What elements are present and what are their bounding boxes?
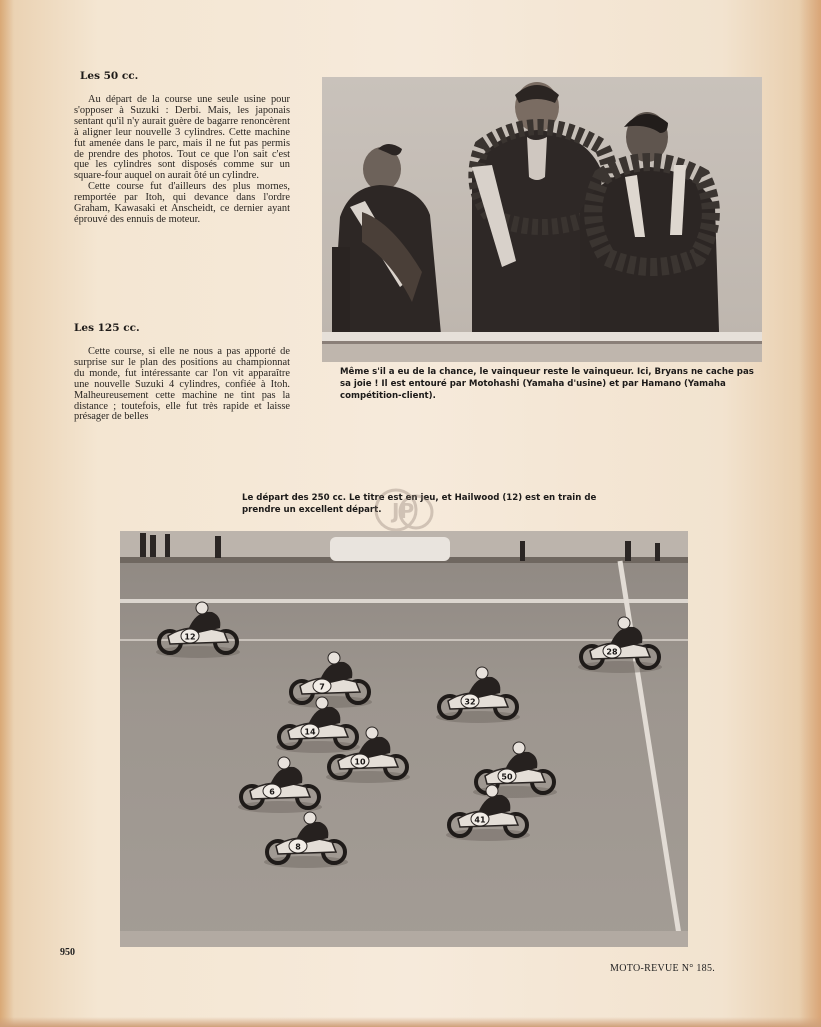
motorcycle — [578, 617, 662, 673]
bike-number: 50 — [501, 772, 513, 782]
text-125cc — [74, 347, 290, 455]
paragraph: Au départ de la course une seule usine pour s'opposer à Suzuki : Derbi. Mais, les japonais sentant qu'il n'y aurait guère de bagarre renoncèrent à aligner leur nouvelle 3 cylindres. Cette machine fut amenée dans le parc, mais il ne fut pas permis de prendre des photos. Tout ce que l'on sait c'est que les cylindres sont disposés comme sur un square-four auquel on aurait ôté un cylindre. — [74, 94, 290, 182]
bike-number: 32 — [464, 697, 476, 707]
page-edge-right — [799, 0, 821, 1027]
motorcycle — [264, 812, 348, 868]
start-caption: Le départ des 250 cc. Le titre est en jeu, et Hailwood (12) est en train de prendre un excellent départ. — [242, 493, 597, 515]
bike-layer — [120, 531, 688, 947]
page-edge-left — [0, 0, 14, 1027]
bike-number: 41 — [474, 815, 486, 825]
podium-photo-image — [322, 77, 762, 362]
motorcycle — [238, 757, 322, 813]
page-edge-bottom — [0, 1017, 821, 1027]
bike-number: 14 — [304, 727, 316, 737]
publication-footer: MOTO-REVUE N° 185. — [610, 963, 716, 974]
bike-number: 12 — [184, 632, 196, 642]
motorcycle — [436, 667, 520, 723]
page-number: 950 — [60, 947, 75, 958]
motorcycle — [156, 602, 240, 658]
bike-number: 28 — [606, 647, 618, 657]
heading-125cc: Les 125 cc. — [74, 322, 140, 334]
paragraph: Cette course, si elle ne nous a pas apporté de surprise sur le plan des positions au championnat du monde, fut intéressante car l'on vit apparaître une nouvelle Suzuki 4 cylindres, confiée à Itoh. Malheureusement cette machine ne tint pas la distance ; toutefois, elle fut très rapide et laisse présager de belles — [74, 347, 290, 423]
paragraph: Cette course fut d'ailleurs des plus mornes, remportée par Itoh, qui devance dans l'ordre Graham, Kawasaki et Anscheidt, ce dernier ayant éprouvé des ennuis de moteur. — [74, 181, 290, 225]
heading-50cc: Les 50 cc. — [80, 70, 139, 82]
podium-photo — [322, 77, 762, 362]
race-start-photo — [120, 531, 688, 947]
podium-caption: Même s'il a eu de la chance, le vainqueur reste le vainqueur. Ici, Bryans ne cache pas sa joie ! Il est entouré par Motohashi (Yamaha d'usine) et par Hamano (Yamaha compétition-client). — [340, 367, 754, 401]
bike-number: 7 — [319, 682, 325, 692]
bike-number: 8 — [295, 842, 301, 852]
watermark-text: JP — [392, 499, 415, 523]
text-50cc — [74, 95, 290, 226]
bike-number: 6 — [269, 787, 275, 797]
motorcycle — [473, 742, 557, 798]
bike-number: 10 — [354, 757, 366, 767]
motorcycle — [288, 652, 372, 708]
